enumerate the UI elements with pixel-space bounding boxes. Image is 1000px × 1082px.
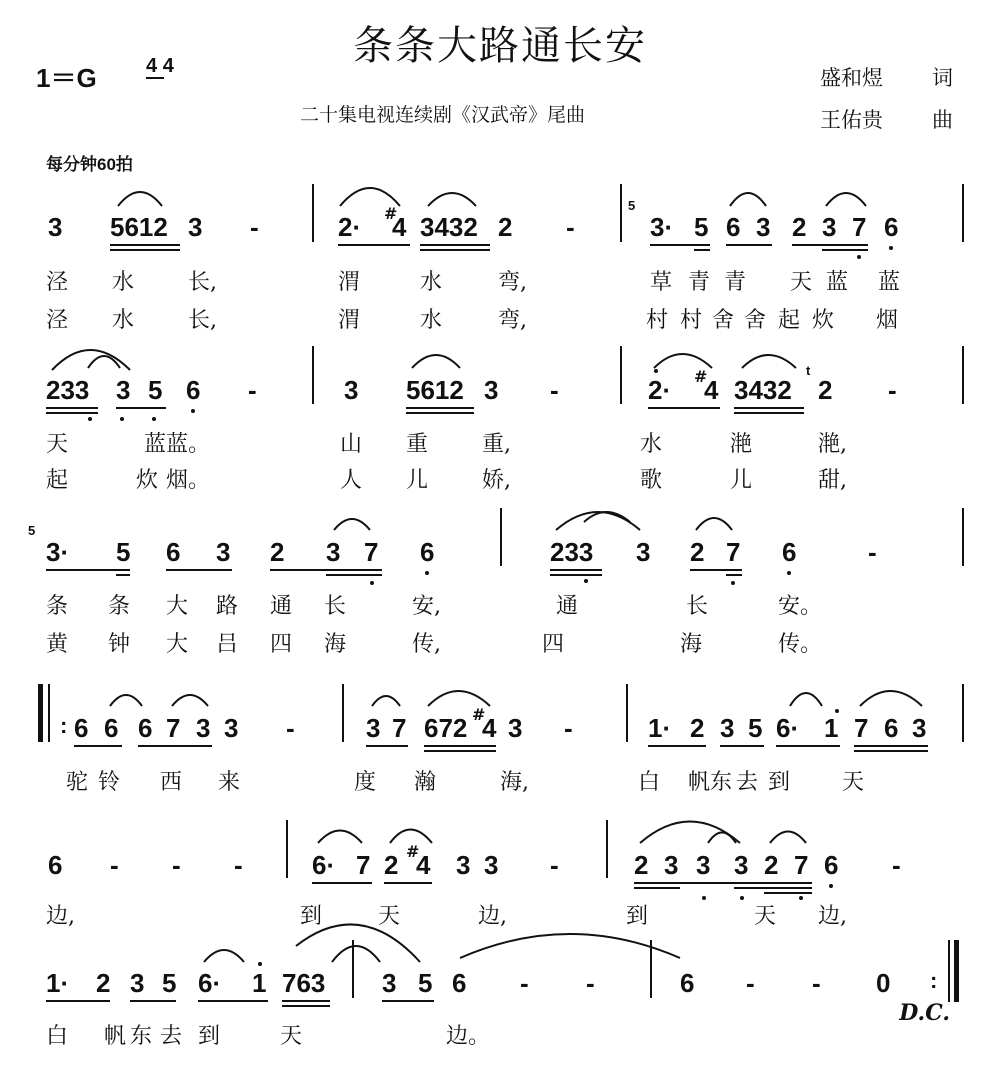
note: 6 bbox=[420, 537, 435, 567]
lyric: 舍 bbox=[712, 308, 735, 333]
lyric: 边, bbox=[478, 904, 507, 929]
note: 3 bbox=[822, 212, 837, 242]
lyric: 人 bbox=[340, 468, 363, 493]
note: 2 bbox=[818, 375, 833, 405]
lyric: 水 bbox=[420, 308, 443, 333]
note: 1 bbox=[252, 968, 267, 998]
note: 3 bbox=[366, 713, 381, 743]
lyric: 驼 bbox=[66, 770, 89, 795]
note: 7 bbox=[392, 713, 407, 743]
note: 6 bbox=[166, 537, 181, 567]
lyric: 起 bbox=[46, 468, 69, 493]
note: 6· bbox=[312, 850, 336, 880]
grace-note: 5 bbox=[28, 523, 36, 538]
note: - bbox=[868, 537, 877, 567]
lyric: 长, bbox=[188, 308, 217, 333]
note: 3 bbox=[216, 537, 231, 567]
note: 2 bbox=[270, 537, 285, 567]
note: 3 bbox=[720, 713, 735, 743]
lyric: 到 bbox=[300, 904, 323, 929]
lyric: 海 bbox=[324, 632, 347, 657]
lyric-line-3a bbox=[0, 592, 1000, 626]
note: 3 bbox=[344, 375, 359, 405]
lyric: 炊 bbox=[136, 468, 159, 493]
note: 6 bbox=[884, 713, 899, 743]
lyric: 长 bbox=[686, 594, 709, 619]
note: 6 bbox=[48, 850, 63, 880]
note: 2 bbox=[634, 850, 649, 880]
lyric: 弯, bbox=[498, 308, 527, 333]
tempo-marking: 每分钟60拍 bbox=[46, 155, 133, 174]
sharp-sign: # bbox=[694, 367, 708, 386]
note: 3 bbox=[664, 850, 679, 880]
note: - bbox=[250, 212, 259, 242]
lyric: 东 bbox=[130, 1024, 153, 1049]
note: 4 bbox=[392, 212, 407, 242]
lyric: 起 bbox=[778, 308, 801, 333]
lyric: 村 bbox=[646, 308, 669, 333]
lyric: 传, bbox=[412, 632, 441, 657]
lyric: 水 bbox=[640, 432, 663, 457]
lyric: 娇, bbox=[482, 468, 511, 493]
lyric-line-1b bbox=[0, 306, 1000, 340]
lyric: 天 bbox=[46, 432, 69, 457]
lyric: 水 bbox=[112, 270, 135, 295]
lyric: 大 bbox=[166, 632, 189, 657]
note: - bbox=[746, 968, 755, 998]
lyric: 村 bbox=[680, 308, 703, 333]
lyric: 边。 bbox=[446, 1024, 491, 1049]
lyric: 滟 bbox=[730, 432, 753, 457]
lyric: 天 bbox=[280, 1024, 303, 1049]
lyric: 到 bbox=[626, 904, 649, 929]
lyric: 水 bbox=[112, 308, 135, 333]
notation-line-4: : 6 6 6 7 3 3 - 3 7 672 # 4 3 - 1· 2 3 5 6· 1 7 6 3 bbox=[0, 713, 1000, 773]
lyric: 泾 bbox=[46, 270, 69, 295]
note: - bbox=[888, 375, 897, 405]
note: 6 bbox=[782, 537, 797, 567]
note: 3432 bbox=[420, 212, 478, 242]
note: 3 bbox=[326, 537, 341, 567]
note: 233 bbox=[550, 537, 594, 567]
lyric: 蓝 bbox=[144, 432, 167, 457]
note: 1 bbox=[824, 713, 839, 743]
note: 6 bbox=[884, 212, 899, 242]
note: 5 bbox=[418, 968, 433, 998]
note: 3 bbox=[116, 375, 131, 405]
lyric: 渭 bbox=[338, 308, 361, 333]
lyric: 黄 bbox=[46, 632, 69, 657]
lyric: 白 bbox=[46, 1024, 69, 1049]
lyric: 甜, bbox=[818, 468, 847, 493]
note: 6· bbox=[776, 713, 800, 743]
lyric: 到 bbox=[198, 1024, 221, 1049]
lyric: 到 bbox=[768, 770, 791, 795]
lyric: 条 bbox=[46, 594, 69, 619]
lyric: 蓝 bbox=[826, 270, 849, 295]
lyric: 四 bbox=[270, 632, 293, 657]
lyric-line-3b bbox=[0, 630, 1000, 664]
lyric: 路 bbox=[216, 594, 239, 619]
lyric: 草 bbox=[650, 270, 673, 295]
lyric: 重 bbox=[406, 432, 429, 457]
note: 5 bbox=[148, 375, 163, 405]
lyric: 蓝。 bbox=[166, 432, 211, 457]
lyric: 炊 bbox=[812, 308, 835, 333]
lyric: 青 bbox=[688, 270, 711, 295]
lyric: 烟。 bbox=[166, 468, 211, 493]
lyric: 边, bbox=[818, 904, 847, 929]
note: 7 bbox=[854, 713, 869, 743]
lyric: 帆 bbox=[104, 1024, 127, 1049]
lyric: 安。 bbox=[778, 594, 823, 619]
lyric-line-6 bbox=[0, 1022, 1000, 1056]
note: - bbox=[566, 212, 575, 242]
lyric: 安, bbox=[412, 594, 441, 619]
lyric: 去 bbox=[160, 1024, 183, 1049]
note: 6 bbox=[138, 713, 153, 743]
note: - bbox=[586, 968, 595, 998]
note: - bbox=[550, 850, 559, 880]
lyric-line-5 bbox=[0, 902, 1000, 936]
lyric: 渭 bbox=[338, 270, 361, 295]
note: 5 bbox=[116, 537, 131, 567]
note: 6 bbox=[726, 212, 741, 242]
note: 6 bbox=[104, 713, 119, 743]
notation-line-5 bbox=[0, 842, 1000, 910]
note: 233 bbox=[46, 375, 90, 405]
note: 5612 bbox=[110, 212, 168, 242]
note: 3 bbox=[484, 375, 499, 405]
note: 5 bbox=[748, 713, 763, 743]
note: 7 bbox=[364, 537, 379, 567]
lyric-line-4 bbox=[0, 768, 1000, 802]
lyric: 四 bbox=[542, 632, 565, 657]
note: 0 bbox=[876, 968, 891, 998]
note: - bbox=[248, 375, 257, 405]
lyric: 白 bbox=[638, 770, 661, 795]
grace-note: 5 bbox=[628, 198, 636, 213]
note: 2 bbox=[764, 850, 779, 880]
note: 763 bbox=[282, 968, 326, 998]
note: 3 bbox=[48, 212, 63, 242]
lyric-line-1a bbox=[0, 268, 1000, 302]
time-signature-top: 4 bbox=[146, 55, 158, 77]
note: 3 bbox=[456, 850, 471, 880]
note: - bbox=[550, 375, 559, 405]
lyric: 蓝 bbox=[878, 270, 901, 295]
notation-line-2: 233 3 5 6 - 3 5612 3 - 2· # 4 3432 2 - t bbox=[0, 375, 1000, 435]
note: 3 bbox=[188, 212, 203, 242]
note: 3· bbox=[650, 212, 674, 242]
note: 4 bbox=[416, 850, 431, 880]
lyric-line-2b bbox=[0, 466, 1000, 500]
note: 2 bbox=[96, 968, 111, 998]
lyric: 东 bbox=[710, 770, 733, 795]
key-signature: 1＝G bbox=[36, 63, 97, 93]
lyric: 天 bbox=[790, 270, 813, 295]
lyricist-name: 盛和煜 bbox=[820, 66, 883, 90]
note: 5 bbox=[694, 212, 709, 242]
note: 5612 bbox=[406, 375, 464, 405]
note: - bbox=[892, 850, 901, 880]
note: 7 bbox=[794, 850, 809, 880]
note: 3 bbox=[912, 713, 927, 743]
note: 6 bbox=[74, 713, 89, 743]
lyricist-role: 词 bbox=[932, 66, 953, 90]
note: 3 bbox=[696, 850, 711, 880]
note: 3432 bbox=[734, 375, 792, 405]
note: 7 bbox=[852, 212, 867, 242]
note: 4 bbox=[482, 713, 497, 743]
lyric: 瀚 bbox=[414, 770, 437, 795]
note: 1· bbox=[46, 968, 70, 998]
lyric: 铃 bbox=[98, 770, 121, 795]
note: 1· bbox=[648, 713, 672, 743]
time-signature bbox=[146, 56, 174, 76]
lyric: 天 bbox=[754, 904, 777, 929]
song-title: 条条大路通长安 bbox=[353, 23, 647, 69]
note: - bbox=[564, 713, 573, 743]
lyric: 长, bbox=[188, 270, 217, 295]
note: 6 bbox=[680, 968, 695, 998]
note: 2 bbox=[384, 850, 399, 880]
lyric: 泾 bbox=[46, 308, 69, 333]
note: 4 bbox=[704, 375, 719, 405]
lyric: 儿 bbox=[730, 468, 753, 493]
lyric: 歌 bbox=[640, 468, 663, 493]
note: 2 bbox=[690, 537, 705, 567]
note: 7 bbox=[726, 537, 741, 567]
note: 6· bbox=[198, 968, 222, 998]
lyric: 长 bbox=[324, 594, 347, 619]
note: 2 bbox=[792, 212, 807, 242]
lyric: 帆 bbox=[688, 770, 711, 795]
lyric: 大 bbox=[166, 594, 189, 619]
note: 3 bbox=[636, 537, 651, 567]
note: 3 bbox=[484, 850, 499, 880]
lyric: 青 bbox=[724, 270, 747, 295]
note: 3 bbox=[734, 850, 749, 880]
lyric: 烟 bbox=[876, 308, 899, 333]
lyric: 弯, bbox=[498, 270, 527, 295]
note: 2· bbox=[338, 212, 362, 242]
lyric: 通 bbox=[556, 594, 579, 619]
lyric: 来 bbox=[218, 770, 241, 795]
note: 5 bbox=[162, 968, 177, 998]
note: 3· bbox=[46, 537, 70, 567]
note: 672 bbox=[424, 713, 468, 743]
notation-line-6: 1· 2 3 5 6· 1 763 3 5 6 - - 6 - - 0 : bbox=[0, 968, 1000, 1028]
sharp-sign: # bbox=[472, 705, 486, 724]
lyric: 西 bbox=[160, 770, 183, 795]
note: - bbox=[110, 850, 119, 880]
lyric: 天 bbox=[378, 904, 401, 929]
note: 6 bbox=[186, 375, 201, 405]
note: - bbox=[520, 968, 529, 998]
lyric: 儿 bbox=[406, 468, 429, 493]
note: 6 bbox=[824, 850, 839, 880]
lyric: 重, bbox=[482, 432, 511, 457]
time-signature-bottom: 4 bbox=[162, 55, 174, 77]
notation-line-1 bbox=[0, 198, 1000, 272]
lyric: 海, bbox=[500, 770, 529, 795]
note: 3 bbox=[382, 968, 397, 998]
note: 3 bbox=[756, 212, 771, 242]
da-capo-marking: D.C. bbox=[899, 1000, 950, 1026]
note: 3 bbox=[130, 968, 145, 998]
lyric: 度 bbox=[354, 770, 377, 795]
sharp-sign: # bbox=[406, 842, 420, 861]
lyric: 天 bbox=[842, 770, 865, 795]
lyric: 吕 bbox=[216, 632, 239, 657]
composer-role: 曲 bbox=[932, 108, 953, 132]
lyric: 去 bbox=[736, 770, 759, 795]
note: - bbox=[234, 850, 243, 880]
lyric: 钟 bbox=[108, 632, 131, 657]
note: 3 bbox=[224, 713, 239, 743]
note: - bbox=[812, 968, 821, 998]
lyric: 条 bbox=[108, 594, 131, 619]
note: 7 bbox=[166, 713, 181, 743]
note: 6 bbox=[452, 968, 467, 998]
lyric: 山 bbox=[340, 432, 363, 457]
lyric-line-2a bbox=[0, 430, 1000, 464]
song-subtitle: 二十集电视连续剧《汉武帝》尾曲 bbox=[300, 104, 586, 126]
note: 2· bbox=[648, 375, 672, 405]
lyric: 通 bbox=[270, 594, 293, 619]
lyric: 水 bbox=[420, 270, 443, 295]
lyric: 舍 bbox=[744, 308, 767, 333]
note: 7 bbox=[356, 850, 371, 880]
note: 2 bbox=[690, 713, 705, 743]
lyric: 滟, bbox=[818, 432, 847, 457]
lyric: 传。 bbox=[778, 632, 823, 657]
sharp-sign: # bbox=[384, 204, 398, 223]
note: 3 bbox=[196, 713, 211, 743]
lyric: 边, bbox=[46, 904, 75, 929]
note: - bbox=[286, 713, 295, 743]
note: 2 bbox=[498, 212, 513, 242]
note: 3 bbox=[508, 713, 523, 743]
composer-name: 王佑贵 bbox=[820, 108, 883, 132]
note: - bbox=[172, 850, 181, 880]
lyric: 海 bbox=[680, 632, 703, 657]
